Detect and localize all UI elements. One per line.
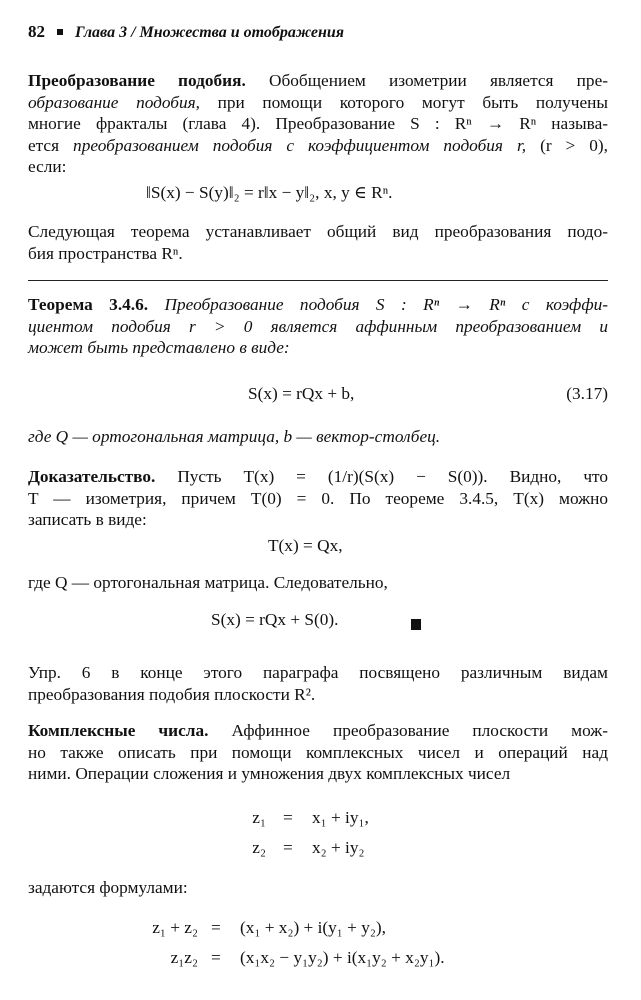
- text-span: Пусть T(x) = (1/r)(S(x) − S(0)). Видно, что: [177, 467, 608, 486]
- text-line: [28, 92, 608, 114]
- math-expression: S(x) = rQx + b,: [248, 384, 355, 403]
- complex-operations: [28, 918, 608, 978]
- formulas-intro: [28, 877, 608, 899]
- text-line: ними. Операции сложения и умножения двух комплексных чисел: [28, 764, 511, 784]
- text-span: образование подобия,: [28, 92, 200, 112]
- equation-sign: =: [283, 838, 293, 857]
- equation-lhs: z₁z₂: [170, 948, 198, 967]
- math-expression: S(x) = rQx + S(0).: [211, 610, 339, 629]
- section-heading: Комплексные числа.: [28, 721, 209, 740]
- text-line: может быть представлено в виде:: [28, 338, 290, 358]
- text-span: ется: [28, 135, 60, 155]
- proof-continued: [28, 572, 608, 594]
- equation-sign: =: [211, 948, 221, 967]
- section-heading: Преобразование подобия.: [28, 71, 246, 90]
- text-line: но также описать при помощи комплексных чисел и операций над: [28, 742, 608, 762]
- text-line: [28, 135, 608, 157]
- proof-block: [28, 466, 608, 531]
- text-line: [28, 720, 608, 742]
- text-line: [28, 294, 608, 316]
- text-line: где Q — ортогональная матрица. Следовательно,: [28, 573, 388, 592]
- complex-paragraph: [28, 720, 608, 785]
- complex-definitions: [28, 808, 608, 868]
- divider-rule: [28, 280, 608, 281]
- text-line: если:: [28, 157, 67, 177]
- text-line: [28, 466, 608, 488]
- running-header: [28, 22, 344, 42]
- text-line: [28, 70, 608, 92]
- qed-square: [411, 619, 421, 630]
- text-line: Следующая теорема устанавливает общий вид преобразования подо-: [28, 222, 608, 241]
- text-line: записать в виде:: [28, 510, 147, 530]
- text-line: преобразования подобия плоскости R².: [28, 684, 316, 704]
- theorem-block: [28, 294, 608, 359]
- theorem-where: [28, 426, 608, 448]
- math-expression: ‖S(x) − S(y)‖₂ = r‖x − y‖₂, x, y ∈ Rⁿ.: [146, 183, 393, 202]
- text-line: бия пространства Rⁿ.: [28, 243, 183, 263]
- equation-sign: =: [211, 918, 221, 937]
- header-bullet: [57, 29, 63, 35]
- text-span: Преобразование подобия S : Rⁿ → Rⁿ с коэффи-: [164, 295, 608, 314]
- equation-lhs: z₁ + z₂: [152, 918, 198, 937]
- text-line: где Q — ортогональная матрица, b — вектор-столбец.: [28, 427, 441, 446]
- equation-lhs: z₂: [252, 838, 266, 857]
- text-line: задаются формулами:: [28, 878, 188, 897]
- text-span: при помощи которого могут быть получены: [217, 92, 608, 112]
- text-line: T — изометрия, причем T(0) = 0. По теореме 3.4.5, T(x) можно: [28, 488, 608, 508]
- book-page: [28, 0, 608, 1000]
- text-line: Упр. 6 в конце этого параграфа посвящено различным видам: [28, 663, 608, 682]
- equation-lhs: z₁: [252, 808, 266, 827]
- equation-rhs: x₁ + iy₁,: [312, 808, 369, 827]
- text-span: (r > 0),: [540, 135, 608, 155]
- text-span: Обобщением изометрии является пре-: [269, 71, 608, 90]
- math-expression: T(x) = Qx,: [268, 536, 343, 555]
- equation-sign: =: [283, 808, 293, 827]
- theorem-intro-paragraph: [28, 221, 608, 264]
- page-number: 82: [28, 22, 45, 41]
- similarity-paragraph: [28, 70, 608, 178]
- text-span: преобразованием подобия с коэффициентом подобия r,: [73, 135, 527, 155]
- equation-rhs: (x₁ + x₂) + i(y₁ + y₂),: [240, 918, 386, 937]
- equation-rhs: (x₁x₂ − y₁y₂) + i(x₁y₂ + x₂y₁).: [240, 948, 445, 967]
- text-span: Аффинное преобразование плоскости мож-: [231, 721, 608, 740]
- text-line: циентом подобия r > 0 является аффинным преобразованием и: [28, 316, 608, 336]
- chapter-title: Глава 3 / Множества и отображения: [75, 24, 344, 41]
- proof-label: Доказательство.: [28, 467, 156, 486]
- theorem-label: Теорема 3.4.6.: [28, 295, 149, 314]
- text-line: многие фракталы (глава 4). Преобразование S : Rⁿ → Rⁿ называ-: [28, 114, 608, 134]
- equation-number: (3.17): [566, 384, 608, 403]
- equation-rhs: x₂ + iy₂: [312, 838, 365, 857]
- exercise-paragraph: [28, 662, 608, 705]
- qed-mark: [411, 615, 421, 635]
